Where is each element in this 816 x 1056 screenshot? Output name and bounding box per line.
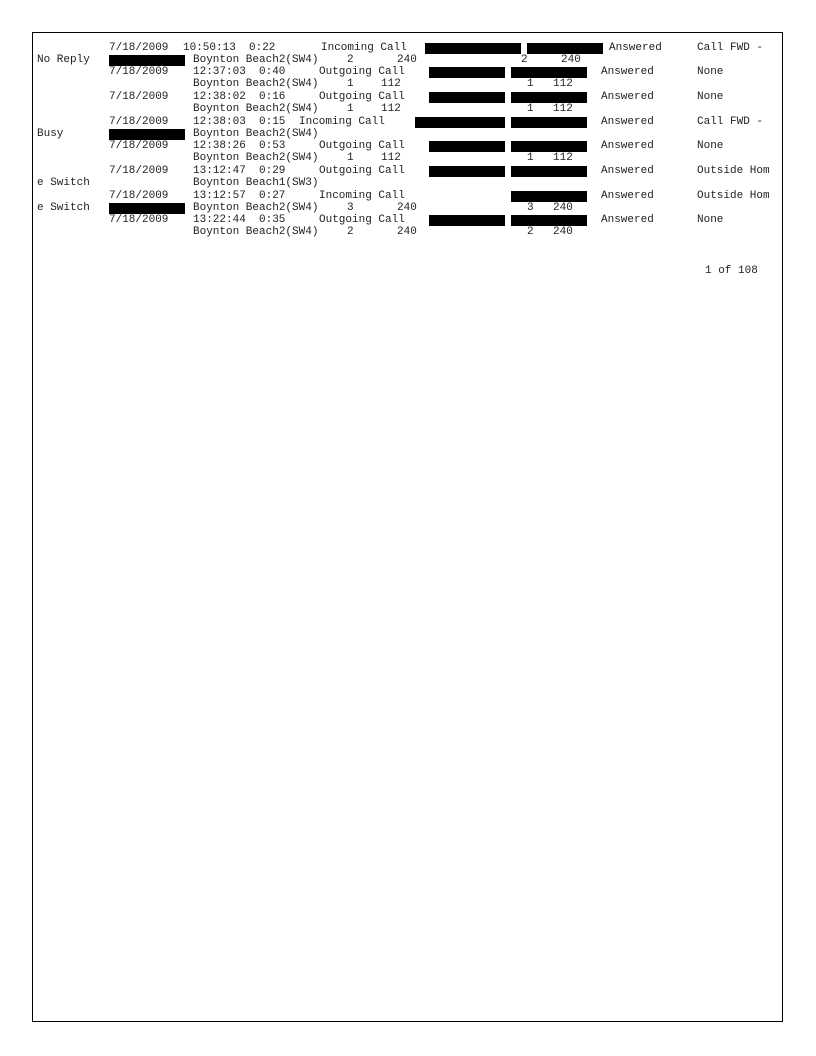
record-dest-b: 240: [553, 202, 573, 214]
redacted-number: [429, 92, 505, 103]
record-switch: Boynton Beach1(SW3): [193, 177, 319, 189]
record-time: 13:12:57: [193, 190, 246, 202]
record-status: Answered: [601, 165, 654, 177]
record-switch: Boynton Beach2(SW4): [193, 152, 319, 164]
record-switch: Boynton Beach2(SW4): [193, 226, 319, 238]
record-feature: Call FWD -: [697, 116, 764, 128]
record-switch: Boynton Beach2(SW4): [193, 202, 319, 214]
record-time: 12:38:03: [193, 116, 246, 128]
redacted-number: [511, 141, 587, 152]
redacted-number: [511, 166, 587, 177]
record-date: 7/18/2009: [109, 165, 169, 177]
call-record: [33, 141, 782, 165]
redacted-number: [511, 67, 587, 78]
record-orig-a: 1: [347, 152, 354, 164]
call-record: [33, 191, 782, 215]
call-record: [33, 166, 782, 190]
record-status: Answered: [601, 116, 654, 128]
record-feature: Outside Hom: [697, 190, 770, 202]
record-time: 12:37:03: [193, 66, 246, 78]
record-duration: 0:22: [249, 42, 276, 54]
record-orig-b: 240: [397, 226, 417, 238]
record-status: Answered: [601, 214, 654, 226]
record-date: 7/18/2009: [109, 116, 169, 128]
record-orig-b: 112: [381, 78, 401, 90]
record-orig-b: 112: [381, 103, 401, 115]
record-dest-b: 112: [553, 152, 573, 164]
record-direction: Incoming Call: [319, 190, 405, 202]
record-dest-b: 240: [561, 54, 581, 66]
call-record: [33, 117, 782, 141]
record-status: Answered: [601, 66, 654, 78]
record-switch: Boynton Beach2(SW4): [193, 103, 319, 115]
redacted-number: [109, 129, 185, 140]
record-switch: Boynton Beach2(SW4): [193, 78, 319, 90]
record-direction: Outgoing Call: [319, 165, 405, 177]
record-time: 13:12:47: [193, 165, 246, 177]
record-date: 7/18/2009: [109, 214, 169, 226]
record-feature: Outside Hom: [697, 165, 770, 177]
record-orig-a: 2: [347, 54, 354, 66]
redacted-number: [429, 166, 505, 177]
record-direction: Outgoing Call: [319, 214, 405, 226]
record-time: 12:38:02: [193, 91, 246, 103]
record-feature-wrap: e Switch: [37, 202, 90, 214]
record-direction: Outgoing Call: [319, 91, 405, 103]
record-feature: None: [697, 91, 724, 103]
redacted-number: [109, 203, 185, 214]
redacted-number: [425, 43, 521, 54]
record-feature-wrap: Busy: [37, 128, 64, 140]
record-duration: 0:27: [259, 190, 286, 202]
call-record: [33, 92, 782, 116]
record-orig-a: 3: [347, 202, 354, 214]
record-feature: None: [697, 140, 724, 152]
record-duration: 0:16: [259, 91, 286, 103]
record-feature-wrap: e Switch: [37, 177, 90, 189]
record-dest-a: 3: [527, 202, 534, 214]
record-direction: Incoming Call: [321, 42, 407, 54]
record-feature: Call FWD -: [697, 42, 764, 54]
call-record: [33, 43, 782, 67]
redacted-number: [527, 43, 603, 54]
record-orig-a: 1: [347, 78, 354, 90]
record-dest-a: 2: [527, 226, 534, 238]
record-orig-b: 112: [381, 152, 401, 164]
record-status: Answered: [609, 42, 662, 54]
redacted-number: [109, 55, 185, 66]
record-time: 12:38:26: [193, 140, 246, 152]
record-date: 7/18/2009: [109, 140, 169, 152]
redacted-number: [429, 215, 505, 226]
record-duration: 0:53: [259, 140, 286, 152]
record-date: 7/18/2009: [109, 190, 169, 202]
record-status: Answered: [601, 91, 654, 103]
redacted-number: [415, 117, 505, 128]
page-number: 1 of 108: [705, 265, 758, 277]
record-duration: 0:15: [259, 116, 286, 128]
record-time: 10:50:13: [183, 42, 236, 54]
record-dest-a: 2: [521, 54, 528, 66]
record-status: Answered: [601, 190, 654, 202]
record-feature-wrap: No Reply: [37, 54, 90, 66]
record-dest-b: 112: [553, 103, 573, 115]
redacted-number: [511, 117, 587, 128]
redacted-number: [429, 141, 505, 152]
record-orig-b: 240: [397, 54, 417, 66]
record-direction: Outgoing Call: [319, 140, 405, 152]
redacted-number: [429, 67, 505, 78]
record-orig-a: 2: [347, 226, 354, 238]
redacted-number: [511, 215, 587, 226]
record-dest-b: 112: [553, 78, 573, 90]
record-status: Answered: [601, 140, 654, 152]
record-duration: 0:35: [259, 214, 286, 226]
record-dest-a: 1: [527, 78, 534, 90]
record-dest-a: 1: [527, 152, 534, 164]
call-record: [33, 67, 782, 91]
record-orig-b: 240: [397, 202, 417, 214]
record-switch: Boynton Beach2(SW4): [193, 54, 319, 66]
record-switch: Boynton Beach2(SW4): [193, 128, 319, 140]
page-frame: [32, 32, 783, 1022]
record-dest-b: 240: [553, 226, 573, 238]
record-feature: None: [697, 66, 724, 78]
record-time: 13:22:44: [193, 214, 246, 226]
call-record: [33, 215, 782, 239]
record-date: 7/18/2009: [109, 42, 169, 54]
record-feature: None: [697, 214, 724, 226]
record-duration: 0:40: [259, 66, 286, 78]
redacted-number: [511, 92, 587, 103]
record-direction: Incoming Call: [299, 116, 385, 128]
record-orig-a: 1: [347, 103, 354, 115]
record-dest-a: 1: [527, 103, 534, 115]
record-duration: 0:29: [259, 165, 286, 177]
record-direction: Outgoing Call: [319, 66, 405, 78]
record-date: 7/18/2009: [109, 66, 169, 78]
redacted-number: [511, 191, 587, 202]
record-date: 7/18/2009: [109, 91, 169, 103]
